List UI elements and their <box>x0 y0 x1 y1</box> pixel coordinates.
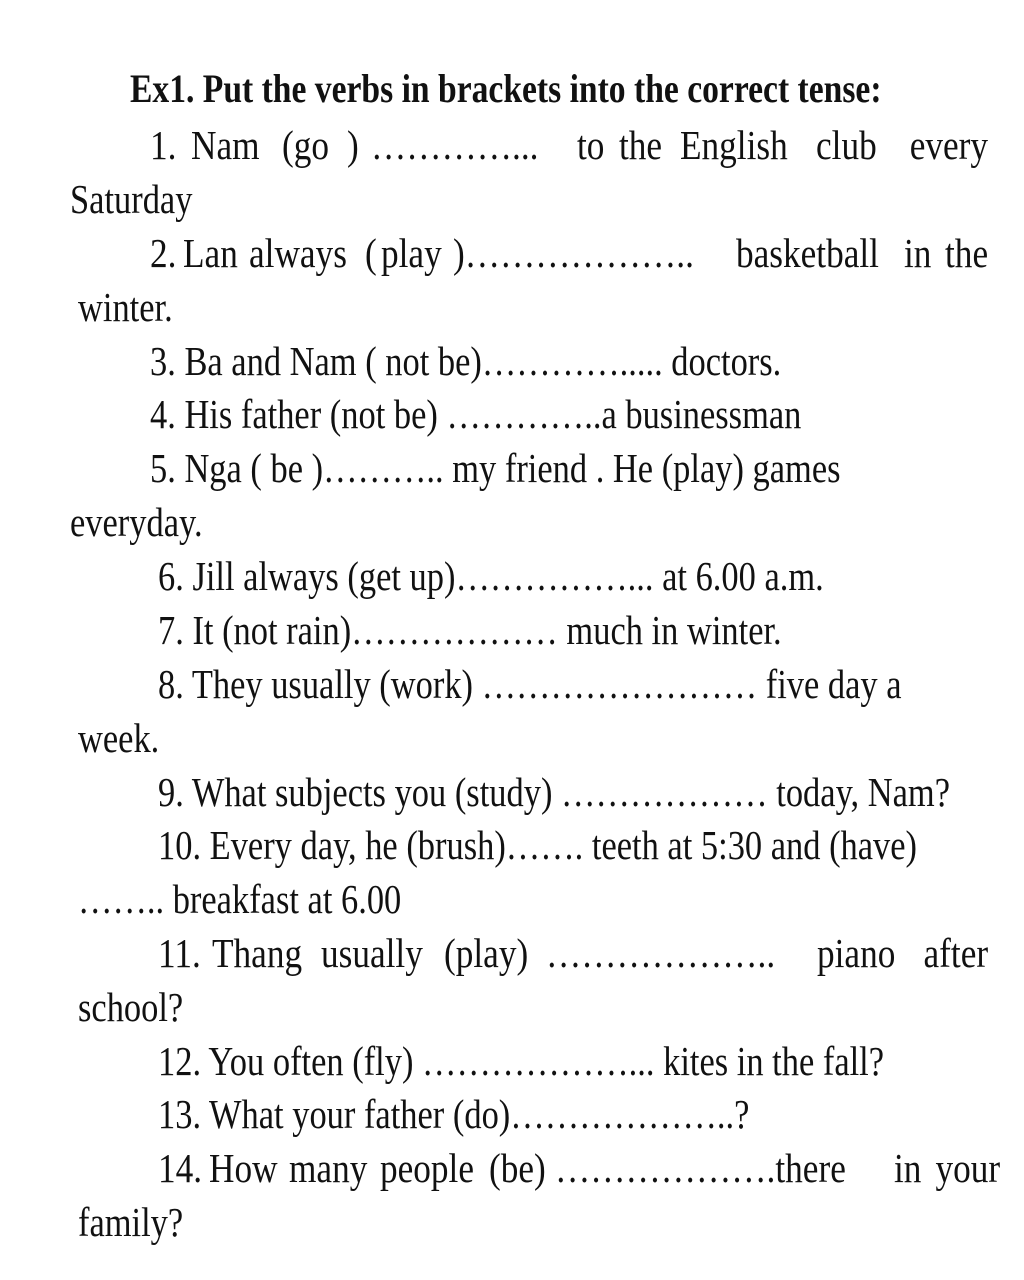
item-2-continuation: winter. <box>78 284 173 330</box>
item-9-line: 9. What subjects you (study) ……………… today, Nam? <box>158 769 951 815</box>
word: your <box>936 1145 1001 1191</box>
word: the <box>619 122 663 168</box>
item-2-line <box>150 226 988 280</box>
word: every <box>909 122 988 168</box>
word: Lan <box>182 230 238 276</box>
item-10-continuation: …….. breakfast at 6.00 <box>78 876 402 922</box>
exercise-title: Ex1. Put the verbs in brackets into the correct tense: <box>130 66 882 111</box>
item-4-line: 4. His father (not be) …………..a businessman <box>150 391 802 437</box>
word: club <box>815 122 877 168</box>
word: 1. <box>150 122 177 168</box>
item-7-line: 7. It (not rain)……………… much in winter. <box>158 607 782 653</box>
item-5-continuation: everyday. <box>70 499 203 545</box>
word: basketball <box>735 230 879 276</box>
item-10-line: 10. Every day, he (brush)……. teeth at 5:30 and (have) <box>158 822 918 868</box>
word: after <box>923 930 988 976</box>
blank: )……………….. <box>453 230 695 276</box>
word: (play) <box>444 930 529 976</box>
item-6-line: 6. Jill always (get up)……………... at 6.00 a.m. <box>158 553 824 599</box>
word: ) <box>346 122 359 168</box>
word: ( <box>364 230 377 276</box>
word: 2. <box>150 230 177 276</box>
word: (go <box>281 122 329 168</box>
word: 11. <box>158 930 201 976</box>
item-11-line <box>158 926 988 980</box>
word: (be) <box>489 1145 547 1191</box>
word: piano <box>817 930 896 976</box>
word: always <box>248 230 347 276</box>
word: in <box>893 1145 922 1191</box>
word: in <box>903 230 932 276</box>
blank: …………... <box>371 122 539 168</box>
word: the <box>944 230 988 276</box>
item-14-continuation: family? <box>78 1199 184 1245</box>
blank: ……………….. <box>546 930 776 976</box>
word: many <box>288 1145 368 1191</box>
item-12-line: 12. You often (fly) ………………... kites in the fall? <box>158 1038 885 1084</box>
item-13-line: 13. What your father (do)………………..? <box>158 1091 750 1137</box>
item-11-continuation: school? <box>78 984 184 1030</box>
word: people <box>380 1145 475 1191</box>
item-1-line <box>150 118 988 172</box>
word: Thang <box>212 930 303 976</box>
word: usually <box>321 930 424 976</box>
item-8-continuation: week. <box>78 715 160 761</box>
word: Nam <box>191 122 260 168</box>
word: English <box>679 122 788 168</box>
item-14-line <box>158 1141 1001 1195</box>
item-1-continuation: Saturday <box>70 176 193 222</box>
word: play <box>380 230 442 276</box>
blank: ……………….there <box>555 1145 847 1191</box>
word: to <box>576 122 605 168</box>
item-8-line: 8. They usually (work) …………………… five day a <box>158 661 902 707</box>
word: How <box>209 1145 278 1191</box>
word: 14. <box>158 1145 203 1191</box>
item-5-line: 5. Nga ( be )……….. my friend . He (play) games <box>150 445 841 491</box>
item-3-line: 3. Ba and Nam ( not be)…………..... doctors. <box>150 338 782 384</box>
